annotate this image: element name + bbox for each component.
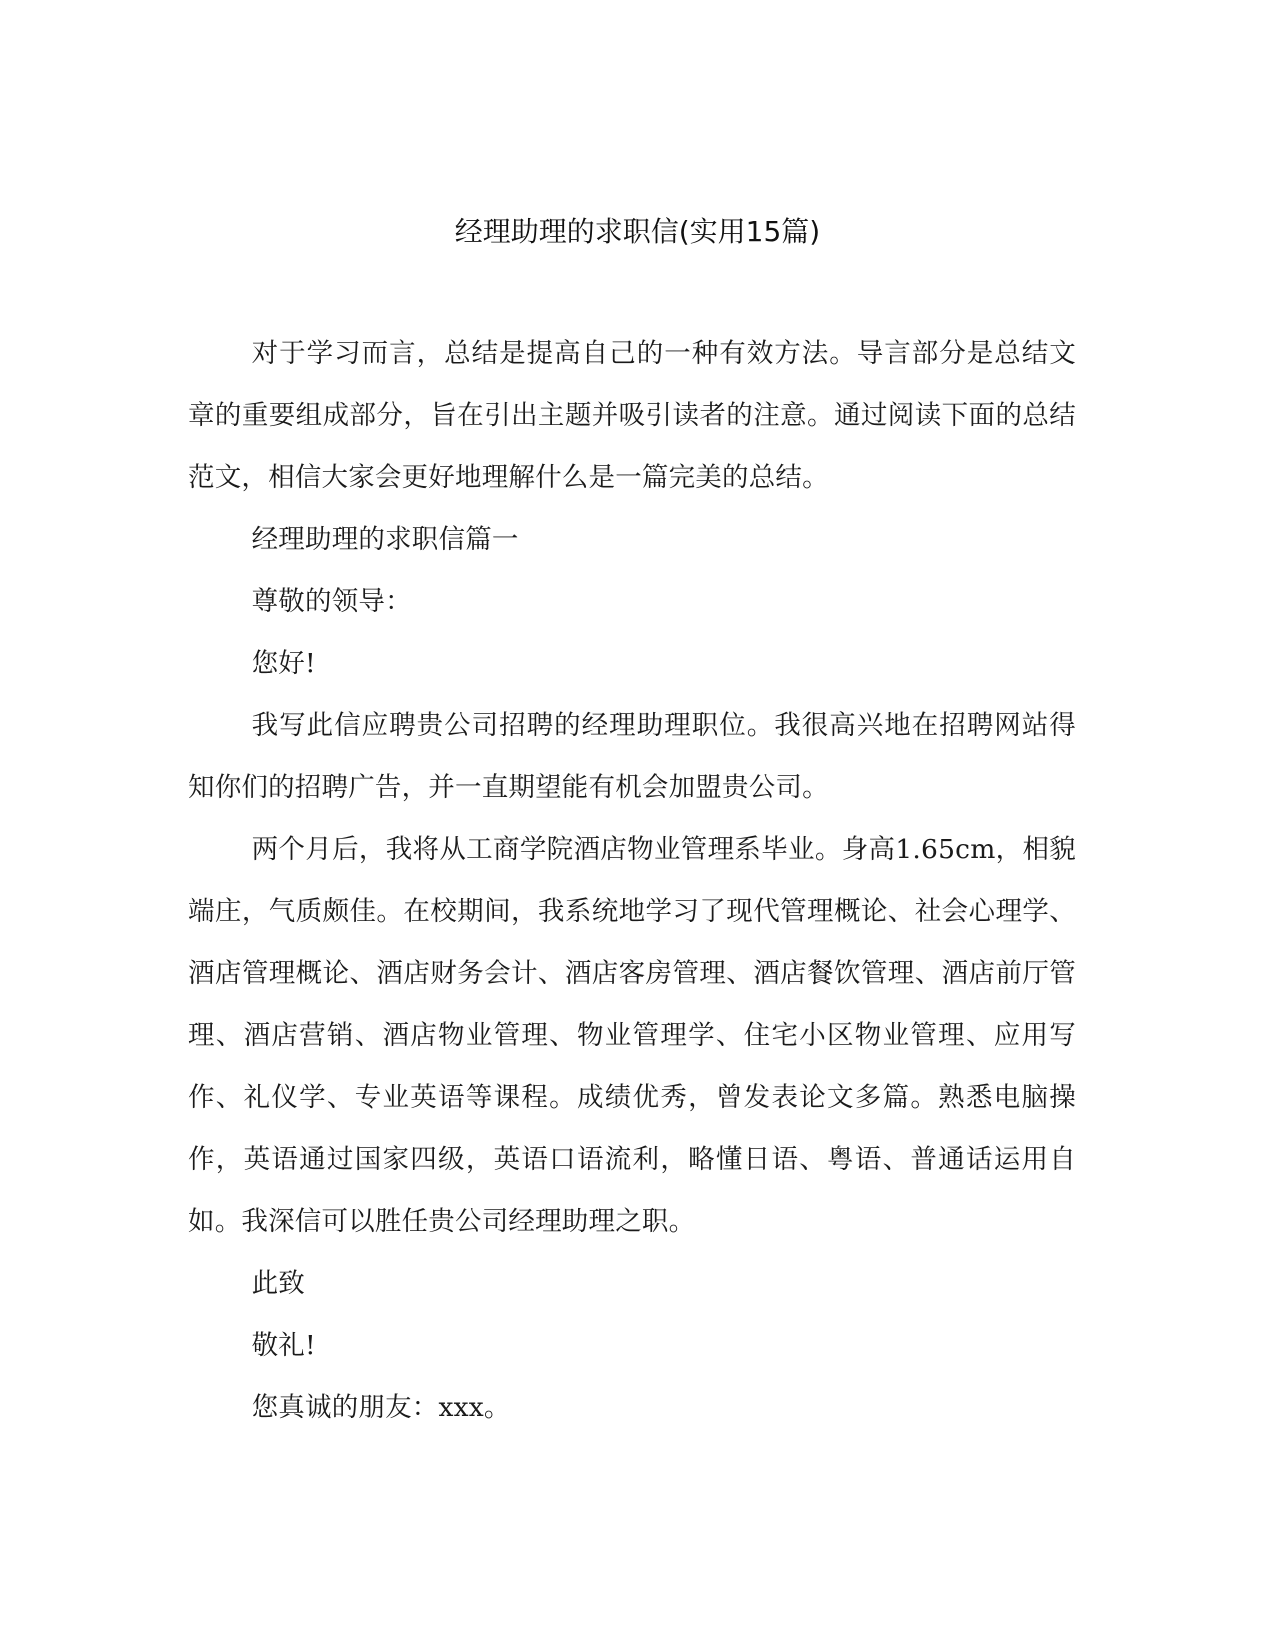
document-title: 经理助理的求职信(实用15篇) bbox=[454, 215, 821, 248]
intro-paragraph: 对于学习而言，总结是提高自己的一种有效方法。导言部分是总结文章的重要组成部分，旨在引出主题并吸引读者的注意。通过阅读下面的总结范文，相信大家会更好地理解什么是一篇完美的总结。 bbox=[188, 338, 1076, 493]
body-paragraph: 两个月后，我将从工商学院酒店物业管理系毕业。身高1.65cm，相貌端庄，气质颇佳。在校期间，我系统地学习了现代管理概论、社会心理学、酒店管理概论、酒店财务会计、酒店客房管理、酒店餐饮管理、酒店前厅管理、酒店营销、酒店物业管理、物业管理学、住宅小区物业管理、应用写作、礼仪学、专业英语等课程。成绩优秀，曾发表论文多篇。熟悉电脑操作，英语通过国家四级，英语口语流利，略懂日语、粤语、普通话运用自如。我深信可以胜任贵公司经理助理之职。 bbox=[188, 834, 1076, 1237]
section-heading: 经理助理的求职信篇一 bbox=[251, 524, 519, 555]
greeting: 您好! bbox=[251, 648, 316, 679]
signature-line: 您真诚的朋友：xxx。 bbox=[251, 1392, 511, 1423]
body-paragraph: 我写此信应聘贵公司招聘的经理助理职位。我很高兴地在招聘网站得知你们的招聘广告，并一直期望能有机会加盟贵公司。 bbox=[188, 710, 1076, 803]
closing-line: 此致 bbox=[251, 1268, 305, 1299]
document-body bbox=[188, 323, 1076, 1439]
salutation: 尊敬的领导： bbox=[251, 586, 412, 617]
closing-regards: 敬礼! bbox=[251, 1330, 316, 1361]
